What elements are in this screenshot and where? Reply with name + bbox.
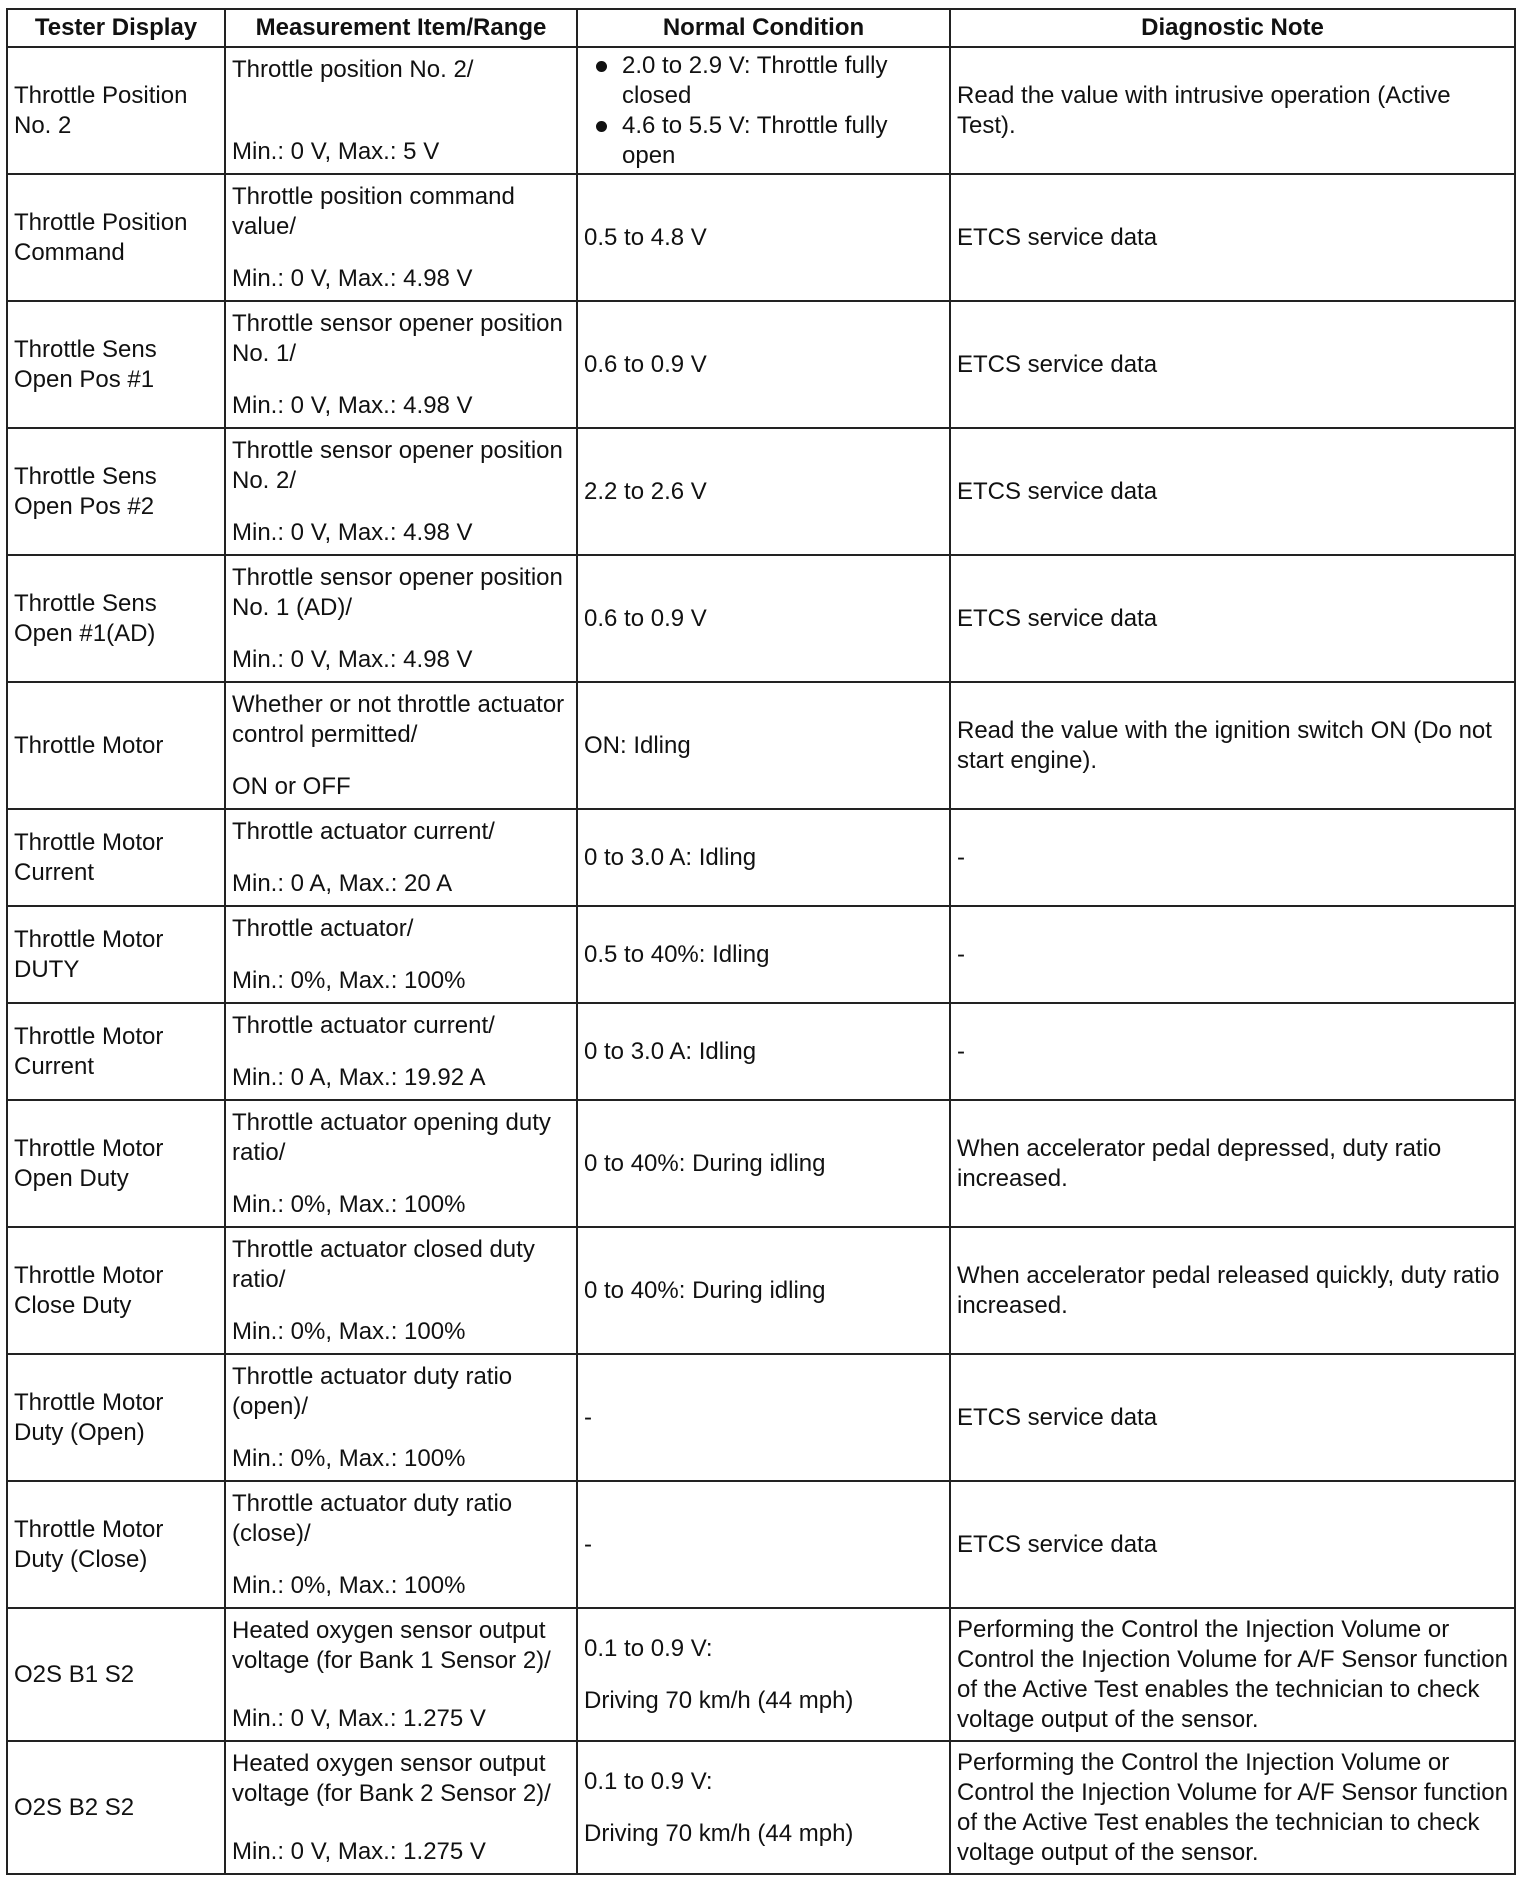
- normal-condition-cell: 0 to 40%: During idling: [577, 1227, 950, 1354]
- measurement-range: Min.: 0 A, Max.: 20 A: [232, 869, 453, 897]
- table-row: [7, 682, 1515, 809]
- measurement-range: Min.: 0 V, Max.: 4.98 V: [232, 264, 473, 292]
- measurement-range: ON or OFF: [232, 772, 351, 800]
- diagnostic-note-cell: -: [950, 809, 1515, 906]
- normal-condition-cell: 0.6 to 0.9 V: [577, 301, 950, 428]
- diagnostic-note-cell: ETCS service data: [950, 555, 1515, 682]
- measurement-item-label: Throttle sensor opener position No. 1 (AD)/: [232, 563, 563, 621]
- tester-display-cell: Throttle Position Command: [7, 174, 225, 301]
- measurement-item-label: Throttle actuator opening duty ratio/: [232, 1108, 551, 1166]
- table-row: [7, 1003, 1515, 1100]
- diagnostic-note-cell: ETCS service data: [950, 428, 1515, 555]
- table-row: [7, 555, 1515, 682]
- measurement-range: Min.: 0 V, Max.: 5 V: [232, 137, 440, 165]
- diagnostic-note-cell: ETCS service data: [950, 174, 1515, 301]
- measurement-range: Min.: 0%, Max.: 100%: [232, 1190, 466, 1218]
- measurement-item-cell: [225, 1354, 577, 1481]
- tester-display-cell: O2S B1 S2: [7, 1608, 225, 1741]
- diagnostic-note-cell: -: [950, 1003, 1515, 1100]
- normal-condition-cell: ON: Idling: [577, 682, 950, 809]
- normal-condition-cell: [577, 47, 950, 174]
- measurement-item-label: Throttle actuator current/: [232, 817, 495, 845]
- measurement-item-cell: [225, 1741, 577, 1874]
- normal-condition-cell: -: [577, 1481, 950, 1608]
- normal-condition-cell: 0.6 to 0.9 V: [577, 555, 950, 682]
- tester-display-cell: Throttle Motor Close Duty: [7, 1227, 225, 1354]
- measurement-item-label: Whether or not throttle actuator control permitted/: [232, 690, 565, 748]
- diagnostic-note-cell: -: [950, 906, 1515, 1003]
- header-measurement-item: Measurement Item/Range: [225, 9, 577, 47]
- measurement-range: Min.: 0 V, Max.: 4.98 V: [232, 518, 473, 546]
- tester-display-cell: Throttle Motor Duty (Open): [7, 1354, 225, 1481]
- tester-display-cell: Throttle Motor Current: [7, 1003, 225, 1100]
- data-list-table: [6, 8, 1516, 1875]
- table-row: [7, 174, 1515, 301]
- table-row: [7, 906, 1515, 1003]
- diagnostic-note-cell: ETCS service data: [950, 1354, 1515, 1481]
- measurement-item-cell: [225, 906, 577, 1003]
- measurement-item-label: Throttle sensor opener position No. 2/: [232, 436, 563, 494]
- tester-display-cell: O2S B2 S2: [7, 1741, 225, 1874]
- measurement-range: Min.: 0 V, Max.: 1.275 V: [232, 1704, 486, 1732]
- diagnostic-note-cell: Performing the Control the Injection Volume or Control the Injection Volume for A/F Sensor function of the Active Test enables the technician to check voltage output of the sensor.: [950, 1608, 1515, 1741]
- condition-value: 0.1 to 0.9 V:: [584, 1634, 713, 1662]
- condition-value: 0.1 to 0.9 V:: [584, 1767, 713, 1795]
- condition-context: Driving 70 km/h (44 mph): [584, 1686, 854, 1714]
- diagnostic-note-cell: Read the value with the ignition switch ON (Do not start engine).: [950, 682, 1515, 809]
- measurement-item-label: Throttle actuator/: [232, 914, 414, 942]
- table-row: [7, 1608, 1515, 1741]
- measurement-item-cell: [225, 1481, 577, 1608]
- measurement-range: Min.: 0%, Max.: 100%: [232, 1317, 466, 1345]
- measurement-item-cell: [225, 428, 577, 555]
- table-row: [7, 1100, 1515, 1227]
- tester-display-cell: Throttle Position No. 2: [7, 47, 225, 174]
- tester-display-cell: Throttle Motor DUTY: [7, 906, 225, 1003]
- measurement-item-label: Heated oxygen sensor output voltage (for Bank 1 Sensor 2)/: [232, 1616, 551, 1674]
- measurement-item-label: Throttle position No. 2/: [232, 55, 474, 83]
- measurement-range: Min.: 0%, Max.: 100%: [232, 966, 466, 994]
- list-item: [584, 111, 943, 171]
- condition-bullet-text: 2.0 to 2.9 V: Throttle fully closed: [622, 51, 888, 109]
- measurement-item-label: Throttle actuator duty ratio (close)/: [232, 1489, 513, 1547]
- tester-display-cell: Throttle Motor Current: [7, 809, 225, 906]
- diagnostic-note-cell: When accelerator pedal released quickly, duty ratio increased.: [950, 1227, 1515, 1354]
- normal-condition-cell: -: [577, 1354, 950, 1481]
- normal-condition-cell: 2.2 to 2.6 V: [577, 428, 950, 555]
- table-row: [7, 809, 1515, 906]
- tester-display-cell: Throttle Motor Duty (Close): [7, 1481, 225, 1608]
- table-row: [7, 1227, 1515, 1354]
- diagnostic-note-cell: When accelerator pedal depressed, duty ratio increased.: [950, 1100, 1515, 1227]
- table-row: [7, 47, 1515, 174]
- measurement-range: Min.: 0%, Max.: 100%: [232, 1444, 466, 1472]
- measurement-item-label: Throttle actuator current/: [232, 1011, 495, 1039]
- measurement-range: Min.: 0 V, Max.: 4.98 V: [232, 391, 473, 419]
- table-row: [7, 1481, 1515, 1608]
- tester-display-cell: Throttle Motor Open Duty: [7, 1100, 225, 1227]
- measurement-item-cell: [225, 301, 577, 428]
- normal-condition-cell: 0.5 to 40%: Idling: [577, 906, 950, 1003]
- condition-bullet-text: 4.6 to 5.5 V: Throttle fully open: [622, 111, 888, 169]
- bullet-dot-icon: [596, 121, 607, 132]
- diagnostic-note-cell: Read the value with intrusive operation (Active Test).: [950, 47, 1515, 174]
- measurement-item-label: Throttle actuator closed duty ratio/: [232, 1235, 535, 1293]
- measurement-range: Min.: 0 V, Max.: 4.98 V: [232, 645, 473, 673]
- measurement-item-cell: [225, 1003, 577, 1100]
- measurement-item-cell: [225, 809, 577, 906]
- tester-display-cell: Throttle Motor: [7, 682, 225, 809]
- measurement-item-cell: [225, 555, 577, 682]
- measurement-item-cell: [225, 1100, 577, 1227]
- measurement-range: Min.: 0 A, Max.: 19.92 A: [232, 1063, 486, 1091]
- measurement-item-label: Heated oxygen sensor output voltage (for Bank 2 Sensor 2)/: [232, 1749, 551, 1807]
- data-list-sheet: [6, 8, 1514, 1875]
- header-row: [7, 9, 1515, 47]
- measurement-item-label: Throttle sensor opener position No. 1/: [232, 309, 563, 367]
- table-row: [7, 428, 1515, 555]
- normal-condition-cell: 0.5 to 4.8 V: [577, 174, 950, 301]
- table-row: [7, 1741, 1515, 1874]
- table-row: [7, 301, 1515, 428]
- tester-display-cell: Throttle Sens Open #1(AD): [7, 555, 225, 682]
- diagnostic-note-cell: ETCS service data: [950, 301, 1515, 428]
- measurement-range: Min.: 0 V, Max.: 1.275 V: [232, 1837, 486, 1865]
- normal-condition-cell: 0 to 3.0 A: Idling: [577, 1003, 950, 1100]
- measurement-item-cell: [225, 682, 577, 809]
- measurement-item-cell: [225, 47, 577, 174]
- bullet-dot-icon: [596, 61, 607, 72]
- header-tester-display: Tester Display: [7, 9, 225, 47]
- condition-context: Driving 70 km/h (44 mph): [584, 1819, 854, 1847]
- condition-bullet-list: [584, 51, 943, 171]
- diagnostic-note-cell: Performing the Control the Injection Volume or Control the Injection Volume for A/F Sensor function of the Active Test enables the technician to check voltage output of the sensor.: [950, 1741, 1515, 1874]
- diagnostic-note-cell: ETCS service data: [950, 1481, 1515, 1608]
- measurement-item-cell: [225, 174, 577, 301]
- normal-condition-cell: [577, 1608, 950, 1741]
- header-diagnostic-note: Diagnostic Note: [950, 9, 1515, 47]
- measurement-item-label: Throttle actuator duty ratio (open)/: [232, 1362, 513, 1420]
- normal-condition-cell: 0 to 40%: During idling: [577, 1100, 950, 1227]
- header-normal-condition: Normal Condition: [577, 9, 950, 47]
- measurement-range: Min.: 0%, Max.: 100%: [232, 1571, 466, 1599]
- list-item: [584, 51, 943, 111]
- measurement-item-cell: [225, 1227, 577, 1354]
- normal-condition-cell: 0 to 3.0 A: Idling: [577, 809, 950, 906]
- tester-display-cell: Throttle Sens Open Pos #2: [7, 428, 225, 555]
- normal-condition-cell: [577, 1741, 950, 1874]
- tester-display-cell: Throttle Sens Open Pos #1: [7, 301, 225, 428]
- table-row: [7, 1354, 1515, 1481]
- measurement-item-cell: [225, 1608, 577, 1741]
- measurement-item-label: Throttle position command value/: [232, 182, 515, 240]
